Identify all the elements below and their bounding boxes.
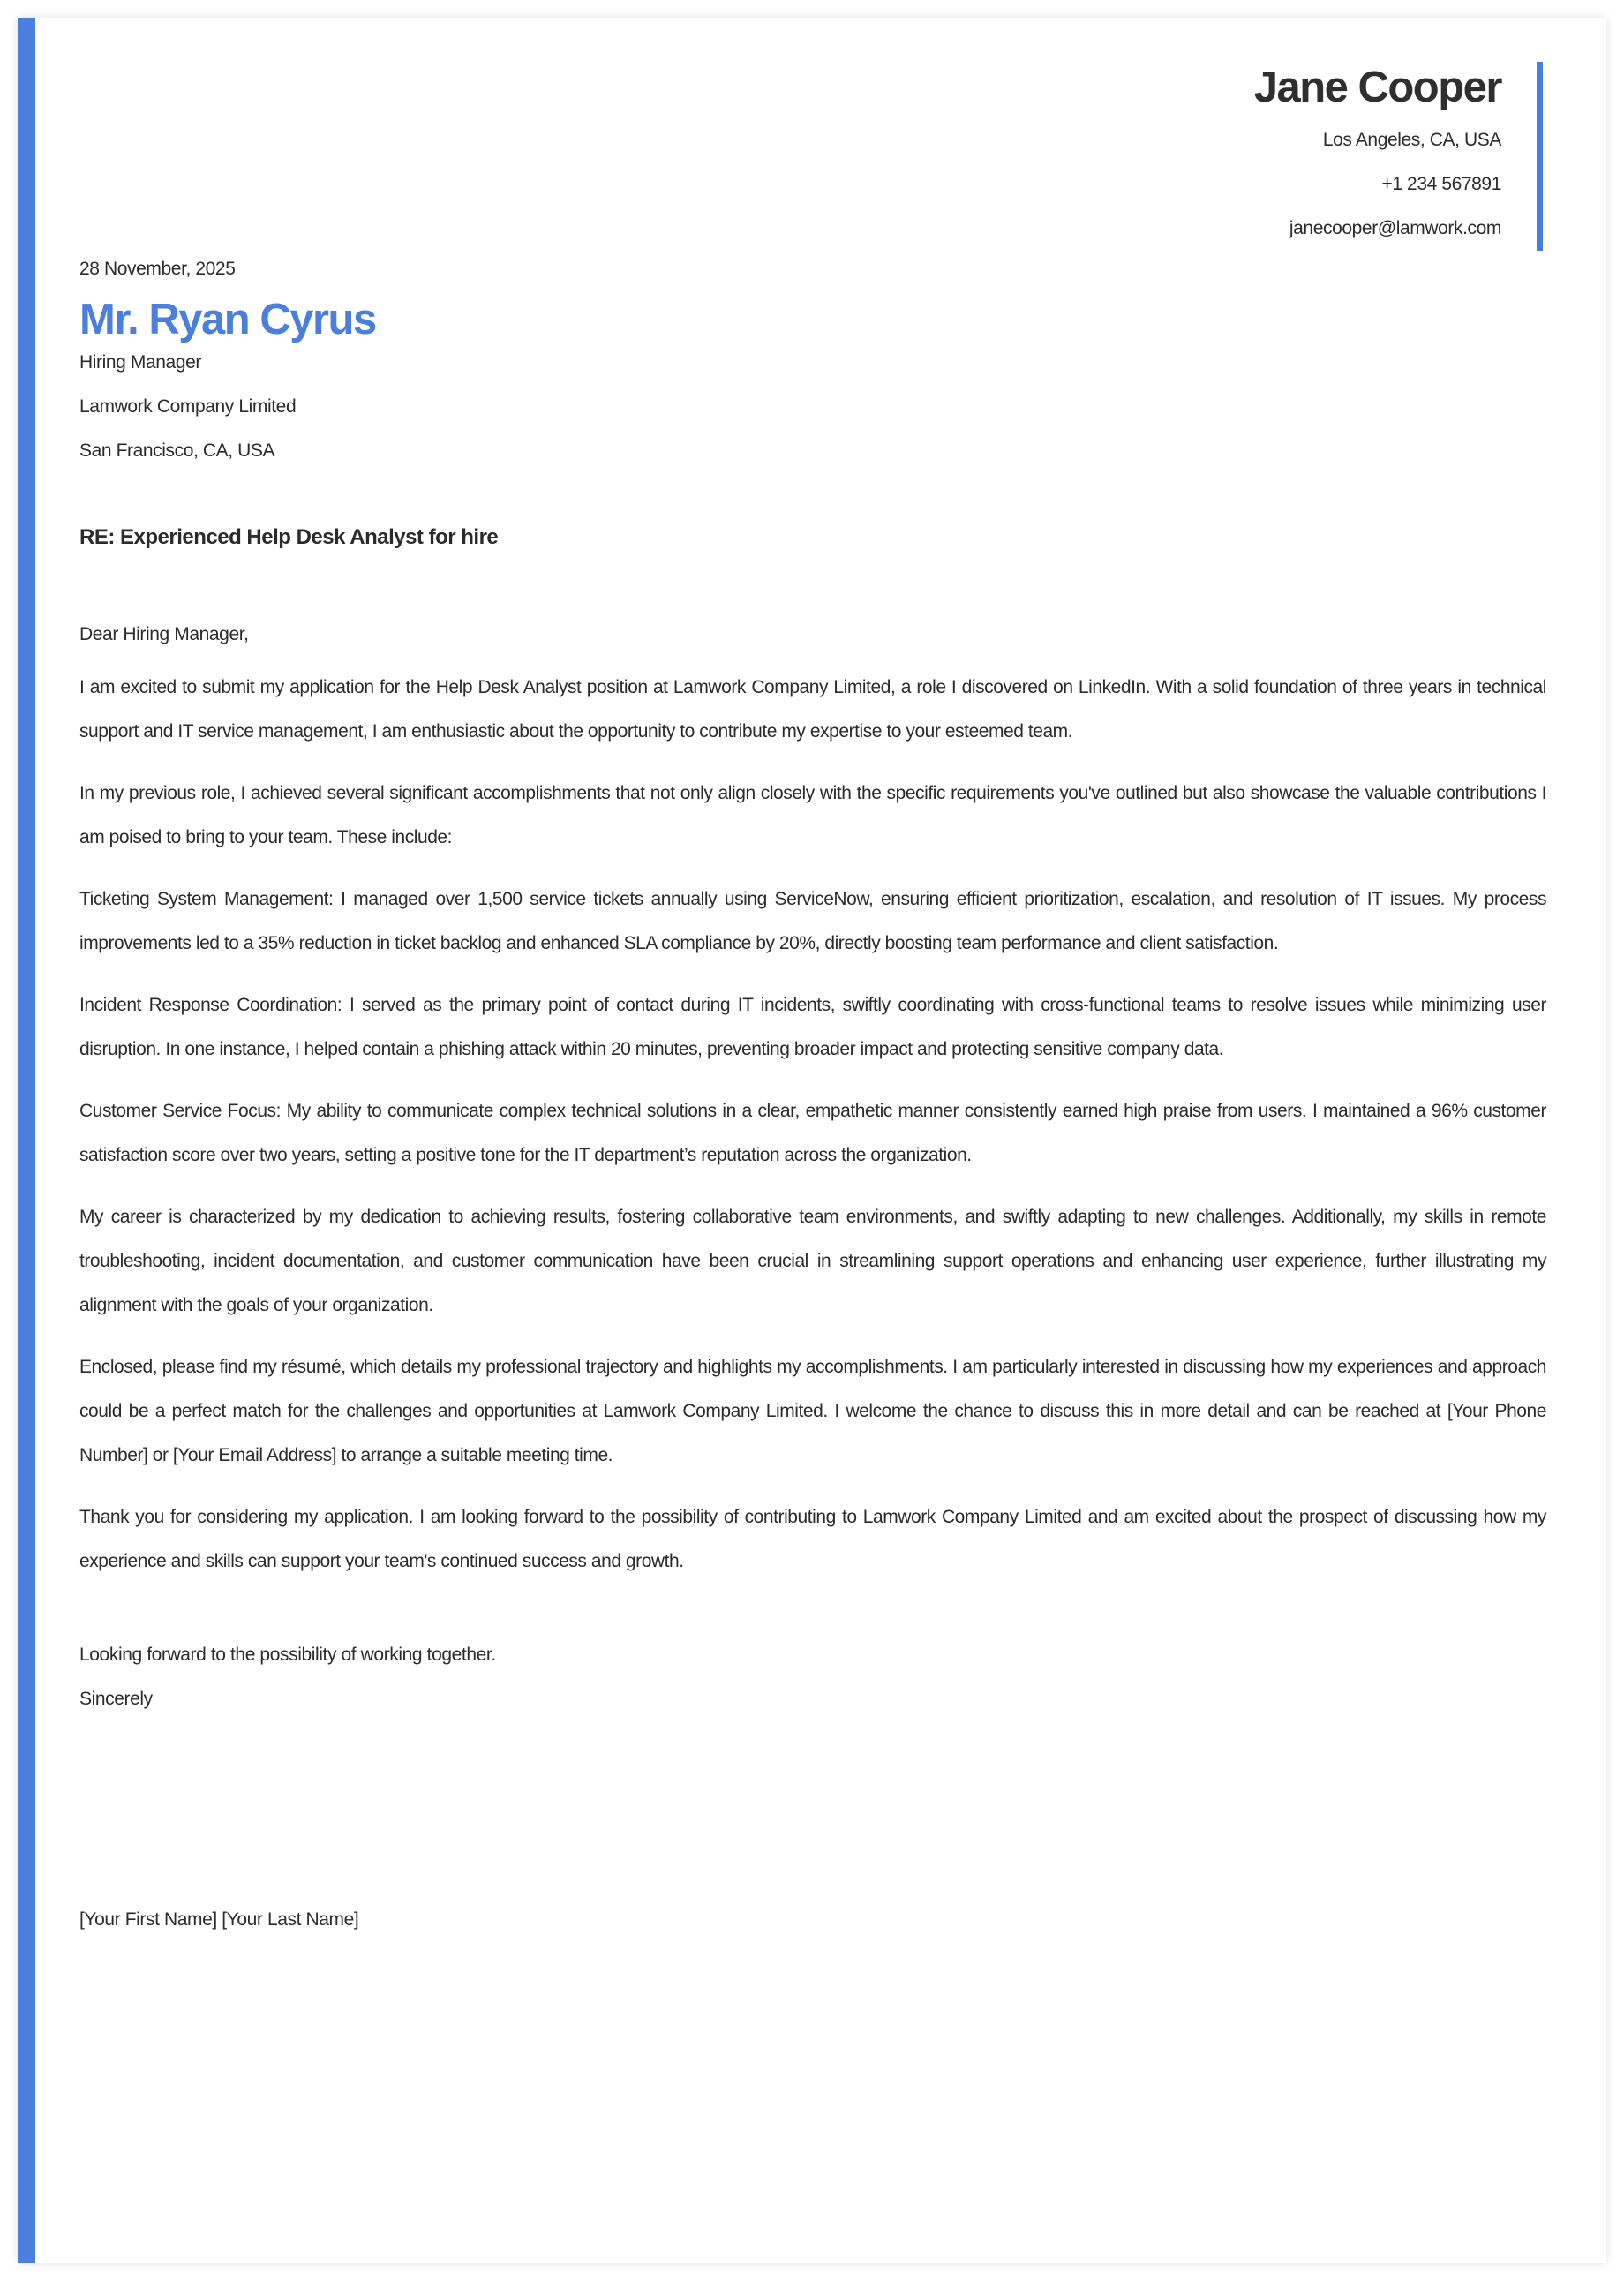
sender-location: Los Angeles, CA, USA xyxy=(1322,130,1501,150)
paragraph-accomplishments: In my previous role, I achieved several significant accomplishments that not only align closely with the specific requirements you've outlined but also showcase the valuable contributions I am poised to bring to your team. These include: xyxy=(79,783,1546,847)
recipient-block xyxy=(79,295,1546,473)
paragraph-ticketing: Ticketing System Management: I managed over 1,500 service tickets annually using ServiceNow, ensuring efficient prioritization, escalation, and resolution of IT issues. My process improvements led to a 35% reduction in ticket backlog and enhanced SLA compliance by 20%, directly boosting team performance and client satisfaction. xyxy=(79,889,1546,953)
closing-line: Looking forward to the possibility of working together. xyxy=(79,1645,496,1665)
signature-name: [Your First Name] [Your Last Name] xyxy=(79,1909,359,1930)
sender-phone: +1 234 567891 xyxy=(1381,174,1501,194)
salutation: Dear Hiring Manager, xyxy=(79,624,249,644)
paragraph-customer-service: Customer Service Focus: My ability to communicate complex technical solutions in a clear, empathetic manner consistently earned high praise from users. I maintained a 96% customer satisfaction score over two years, setting a positive tone for the IT department’s reputation across the organization. xyxy=(79,1101,1546,1165)
recipient-location: San Francisco, CA, USA xyxy=(79,440,275,461)
sender-header xyxy=(1254,62,1543,251)
letter-date: 28 November, 2025 xyxy=(79,259,236,279)
letter-page xyxy=(18,18,1606,2263)
sign-off: Sincerely xyxy=(79,1689,153,1709)
paragraph-enclosed: Enclosed, please find my résumé, which details my professional trajectory and highlights my accomplishments. I am particularly interested in discussing how my experiences and approach could be a perfect match for the challenges and opportunities at Lamwork Company Limited. I welcome the chance to discuss this in more detail and can be reached at [Your Phone Number] or [Your Email Address] to arrange a suitable meeting time. xyxy=(79,1357,1546,1465)
subject-line: RE: Experienced Help Desk Analyst for hire xyxy=(79,525,499,549)
paragraph-intro: I am excited to submit my application for the Help Desk Analyst position at Lamwork Company Limited, a role I discovered on LinkedIn. With a solid foundation of three years in technical support and IT service management, I am enthusiastic about the opportunity to contribute my expertise to your esteemed team. xyxy=(79,677,1546,742)
sender-email: janecooper@lamwork.com xyxy=(1289,218,1501,238)
accent-bar xyxy=(18,18,35,2263)
recipient-title: Hiring Manager xyxy=(79,352,201,373)
sender-name: Jane Cooper xyxy=(1253,64,1501,111)
paragraph-incident-response: Incident Response Coordination: I served as the primary point of contact during IT incidents, swiftly coordinating with cross-functional teams to resolve issues while minimizing user disruption. In one instance, I helped contain a phishing attack within 20 minutes, preventing broader impact and protecting sensitive company data. xyxy=(79,995,1546,1059)
paragraph-thank-you: Thank you for considering my application. I am looking forward to the possibility of contributing to Lamwork Company Limited and am excited about the prospect of discussing how my experience and skills can support your team's continued success and growth. xyxy=(79,1507,1546,1571)
recipient-name: Mr. Ryan Cyrus xyxy=(79,296,376,343)
recipient-company: Lamwork Company Limited xyxy=(79,396,297,417)
letter-body xyxy=(79,256,1546,1933)
paragraph-career: My career is characterized by my dedication to achieving results, fostering collaborative team environments, and swiftly adapting to new challenges. Additionally, my skills in remote troubleshooting, incident documentation, and customer communication have been crucial in streamlining support operations and enhancing user experience, further illustrating my alignment with the goals of your organization. xyxy=(79,1207,1546,1315)
